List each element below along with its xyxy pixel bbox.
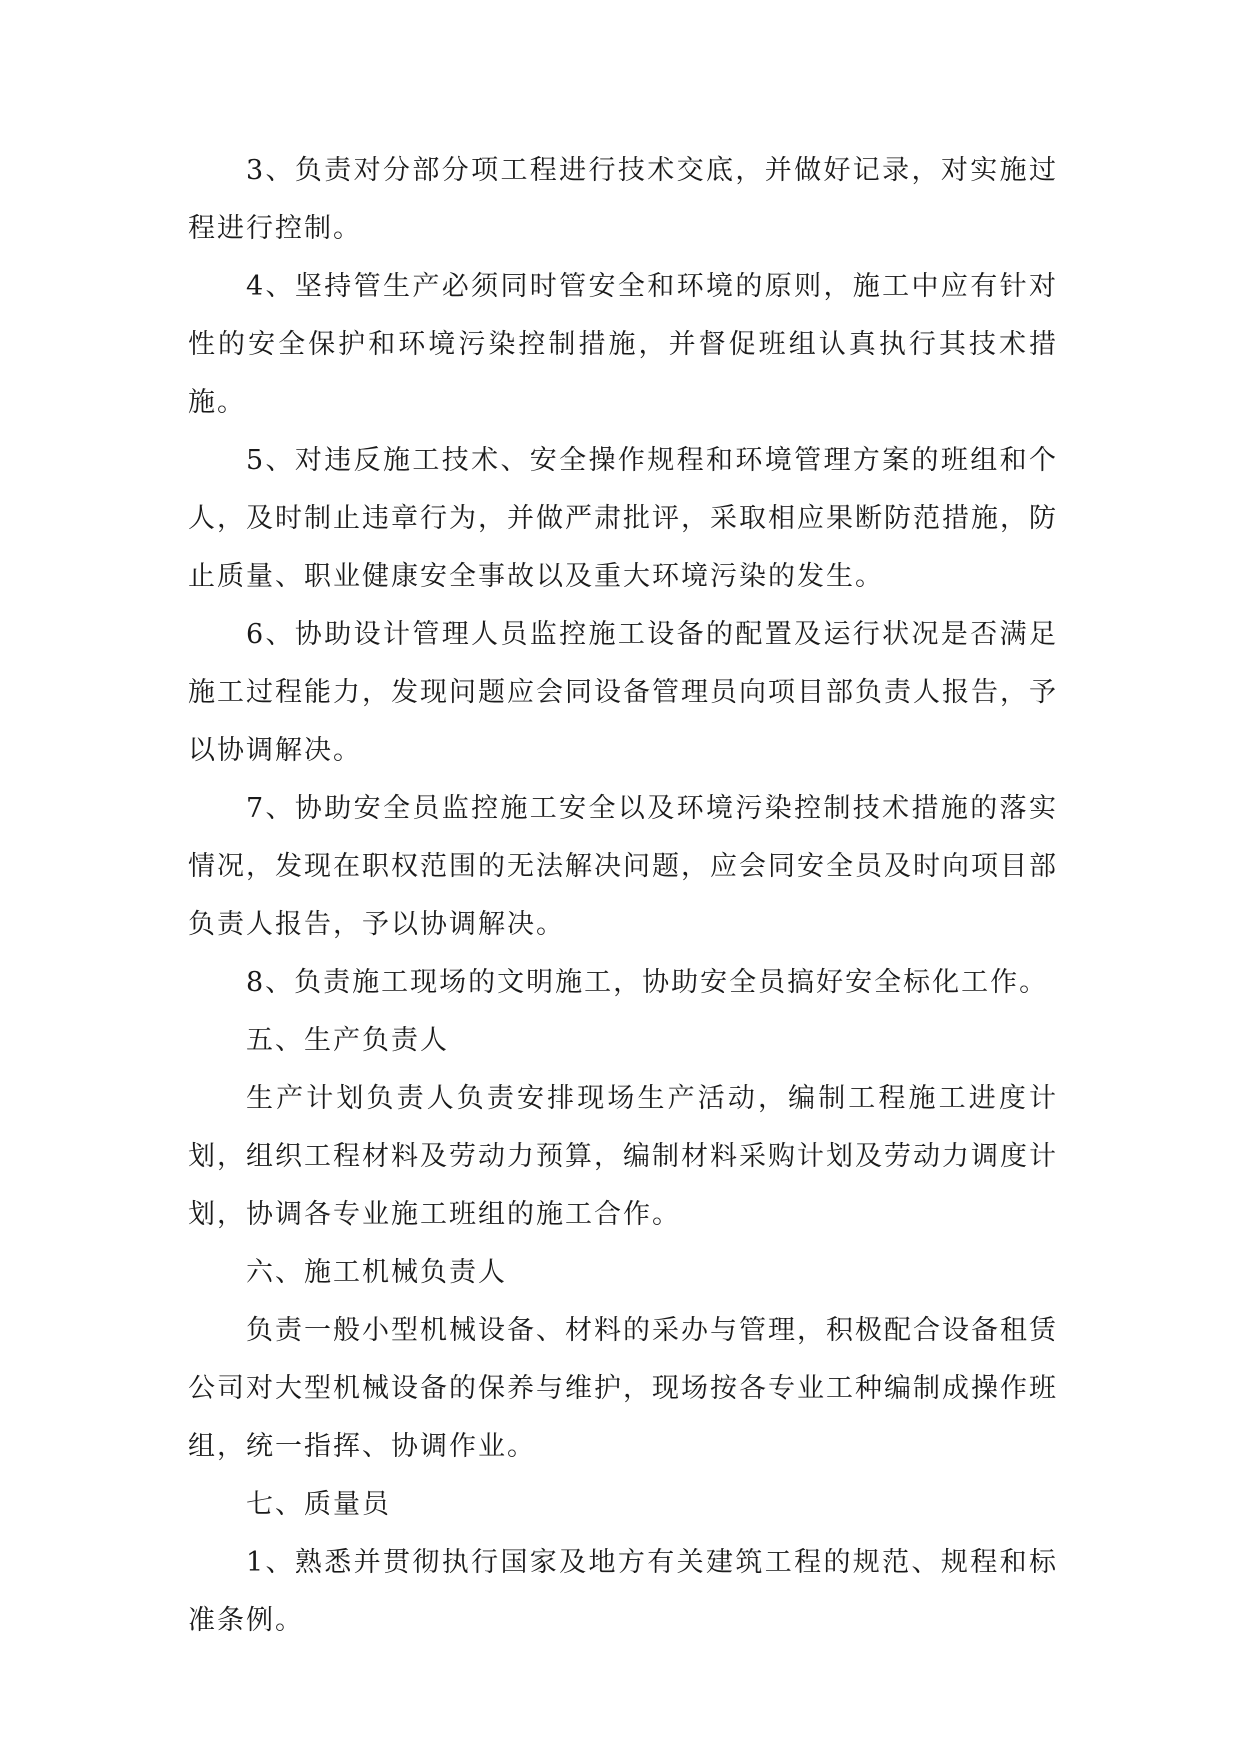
paragraph-item-3: 3、负责对分部分项工程进行技术交底，并做好记录，对实施过程进行控制。 (188, 155, 1058, 244)
paragraph-quality-item-1: 1、熟悉并贯彻执行国家及地方有关建筑工程的规范、规程和标准条例。 (188, 1547, 1058, 1636)
paragraph-item-8: 8、负责施工现场的文明施工，协助安全员搞好安全标化工作。 (246, 967, 1049, 998)
paragraph-item-4: 4、坚持管生产必须同时管安全和环境的原则，施工中应有针对性的安全保护和环境污染控制措施，并督促班组认真执行其技术措施。 (188, 271, 1058, 418)
paragraph-machinery-duties: 负责一般小型机械设备、材料的采办与管理，积极配合设备租赁公司对大型机械设备的保养与维护，现场按各专业工种编制成操作班组，统一指挥、协调作业。 (188, 1315, 1058, 1462)
paragraph-item-7: 7、协助安全员监控施工安全以及环境污染控制技术措施的落实情况，发现在职权范围的无法解决问题，应会同安全员及时向项目部负责人报告，予以协调解决。 (188, 793, 1058, 940)
section-heading-production: 五、生产负责人 (246, 1025, 449, 1056)
section-heading-machinery: 六、施工机械负责人 (246, 1257, 507, 1288)
paragraph-item-5: 5、对违反施工技术、安全操作规程和环境管理方案的班组和个人，及时制止违章行为，并做严肃批评，采取相应果断防范措施，防止质量、职业健康安全事故以及重大环境污染的发生。 (188, 445, 1058, 592)
document-body (188, 142, 1058, 1650)
section-heading-quality: 七、质量员 (246, 1489, 391, 1520)
paragraph-item-6: 6、协助设计管理人员监控施工设备的配置及运行状况是否满足施工过程能力，发现问题应会同设备管理员向项目部负责人报告，予以协调解决。 (188, 619, 1058, 766)
paragraph-production-duties: 生产计划负责人负责安排现场生产活动，编制工程施工进度计划，组织工程材料及劳动力预算，编制材料采购计划及劳动力调度计划，协调各专业施工班组的施工合作。 (188, 1083, 1058, 1230)
